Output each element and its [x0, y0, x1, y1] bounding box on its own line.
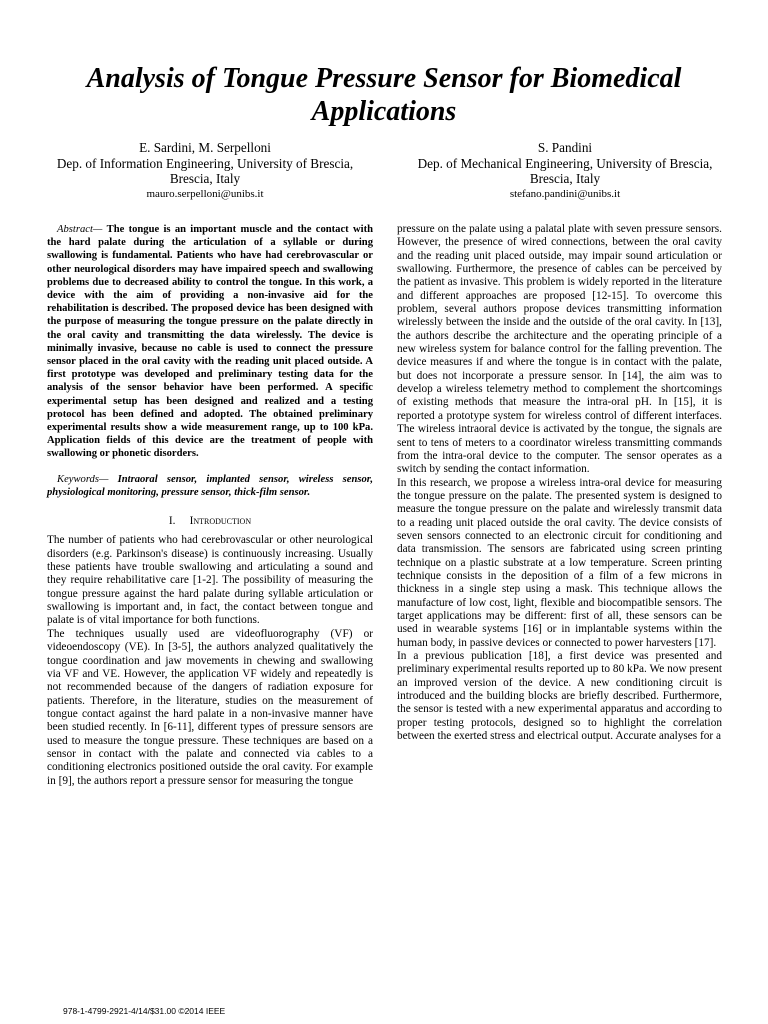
paper-title: Analysis of Tongue Pressure Sensor for Biomedical Applications	[86, 63, 682, 127]
author-email: mauro.serpelloni@unibs.it	[146, 187, 264, 200]
body-paragraph: The techniques usually used are videofluorography (VF) or videoendoscopy (VE). In [3-5], the authors analyzed qualitatively the tongue coordination and jaw movements in chewing and swallowing via VF and VE. However, the application VF widely and repeatedly is not recommended because of the dangers of radiation exposure for patients. Therefore, in the literature, studies on the measurement of tongue contact against the hard palate in a non-invasive manner have been studied recently. In [6-11], different types of pressure sensors are used to measure the tongue pressure. These techniques are based on a sensor in contact with the palate and connected via cables to a conditioning electronics positioned outside the oral cavity. For example in [9], the authors report a pressure sensor for measuring the tongue	[47, 627, 373, 787]
keywords-dash: —	[98, 473, 118, 485]
abstract-dash: —	[92, 224, 107, 235]
body-paragraph: In a previous publication [18], a first device was presented and preliminary experimental results reported up to 80 kPa. We now present an improved version of the device. A new conditioning circuit is introduced and the building blocks are briefly described. Furthermore, the sensor is tested with a new experimental apparatus and according to proper testing protocols, designed so to highlight the correlation between the exerted stress and electrical output. Accurate analyses for a	[397, 650, 722, 743]
body-paragraph: The number of patients who had cerebrovascular or other neurological disorders (e.g. Parkinson's disease) is continuously increasing. Usually these patients have trouble swallowing and articulating a sound and they require rehabilitative care [1-2]. The possibility of measuring the tongue pressure against the hard palate during syllable articulation or swallowing is important and, in fact, the contact between tongue and palate is of vital importance for both functions.	[47, 534, 373, 627]
author-names: E. Sardini, M. Serpelloni	[139, 140, 271, 155]
author-names: S. Pandini	[537, 140, 593, 155]
abstract-label: Abstract	[57, 224, 93, 235]
author-affiliation: Dep. of Mechanical Engineering, University of Brescia, Brescia, Italy	[417, 155, 713, 186]
keywords-text: Intraoral sensor, implanted sensor, wireless sensor, physiological monitoring, pressure sensor, thick-film sensor.	[47, 473, 373, 498]
right-column	[397, 223, 722, 743]
copyright-footer: 978-1-4799-2921-4/14/$31.00 ©2014 IEEE	[63, 1006, 226, 1016]
section-number: I.	[168, 515, 176, 528]
section-title: Introduction	[189, 515, 252, 528]
author-block-2	[410, 140, 720, 201]
keywords-label: Keywords	[57, 473, 99, 485]
body-paragraph: In this research, we propose a wireless intra-oral device for measuring the tongue pressure on the palate. The presented system is designed to measure the tongue pressure on the palate and wirelessly transmit data to a reading unit placed outside the oral cavity. The device consists of seven sensors connected to an electronic circuit for conditioning and data transmission. The sensors are fabricated using screen printing technique on a plastic substrate at a low temperature. Screen printing technique consists in the deposition of a film of a few microns in thickness in a single step using a mask. This technique allows the manufacture of low cost, light, flexible and biocompatible sensors. The target applications may be different: first of all, these sensors can be used in wearable systems [16] or in implantable systems within the human body, in passive devices or connected to power harvesters [17].	[397, 476, 722, 649]
body-paragraph: pressure on the palate using a palatal plate with seven pressure sensors. However, the presence of wired connections, between the oral cavity and the reading unit placed outside, may impair sound articulation or swallowing. Furthermore, the presence of cables can be perceived by the patient as invasive. This problem is widely reported in the literature and different approaches are proposed [12-15]. To overcome this problem, several authors propose devices transmitting information wirelessly between the inside and the outside of the oral cavity. In [13], the authors describe the architecture and the operating principle of a new wireless system for balance control for the falling prevention. The device measures if and where the tongue is in contact with the palate, but does not incorporate a pressure sensor. In [14], the aim was to develop a wireless telemetry method to complement the shortcomings of existing methods that measure the intra-oral pH. In [15], it is reported a prototype system for wireless control of different interfaces. The wireless intraoral device is activated by the tongue, the signals are sent to tens of meters to a coordinator wireless transmitting commands from the intra-oral device to the computer. The sensor operates as a switch by sending the contact information.	[397, 223, 722, 476]
abstract-text: The tongue is an important muscle and the contact with the hard palate during the articulation of a syllable or during swallowing is fundamental. Patients who have had cerebrovascular or other neurological disorders may have impaired speech and swallowing problems due to decreased ability to control the tongue. In this work, a device with the aim of providing a non-invasive aid for the rehabilitation is described. The proposed device has been designed with the purpose of measuring the tongue pressure on the palate directly in the oral cavity and transmitting the data wirelessly. The device is minimally invasive, because no cable is used to connect the pressure sensor placed in the oral cavity with the reading unit placed outside. A first prototype was developed and preliminary testing data for the analysis of the sensor behavior have been performed. A specific experimental setup has been designed and realized and a testing protocol has been defined and adopted. The obtained preliminary experimental results show a wide measurement range, up to 100 kPa. Application fields of this device are the treatment of people with swallowing or phonetic disorders.	[47, 224, 373, 460]
author-block-1	[48, 140, 362, 201]
section-heading	[47, 515, 373, 528]
keywords	[47, 473, 373, 499]
abstract	[47, 223, 373, 461]
left-column	[47, 223, 373, 788]
author-email: stefano.pandini@unibs.it	[509, 187, 621, 200]
author-affiliation: Dep. of Information Engineering, University of Brescia, Brescia, Italy	[56, 155, 354, 186]
